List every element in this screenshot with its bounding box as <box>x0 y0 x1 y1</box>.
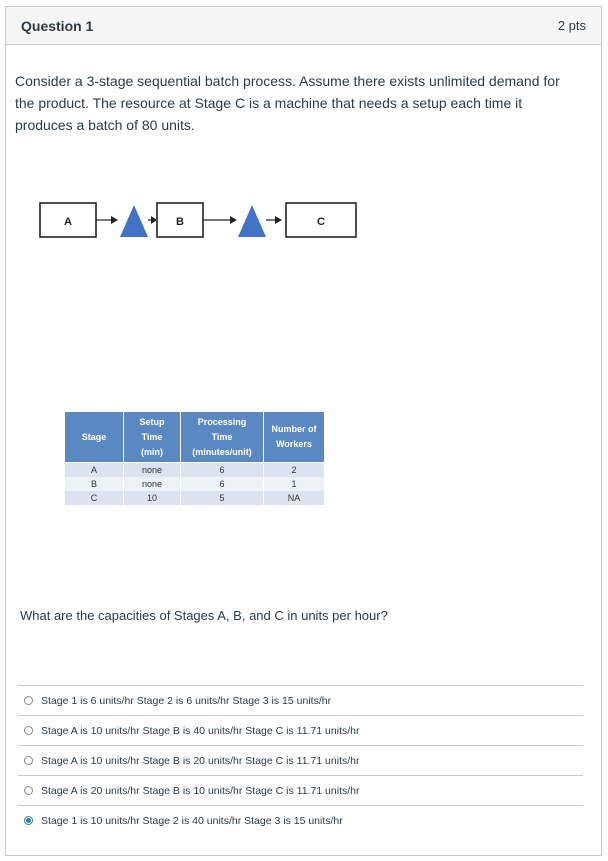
header-processing-time: Processing Time (minutes/unit) <box>181 412 264 463</box>
answer-option-4[interactable] <box>18 775 583 805</box>
answer-label: Stage A is 10 units/hr Stage B is 20 units/hr Stage C is 11.71 units/hr <box>41 754 360 767</box>
answer-label: Stage A is 10 units/hr Stage B is 40 units/hr Stage C is 11.71 units/hr <box>41 724 360 737</box>
table-row: B none 6 1 <box>65 477 325 491</box>
radio-button[interactable] <box>24 726 33 735</box>
header-number-of-workers: Number of Workers <box>264 412 325 463</box>
answer-label: Stage A is 20 units/hr Stage B is 10 units/hr Stage C is 11.71 units/hr <box>41 784 360 797</box>
radio-button[interactable] <box>24 786 33 795</box>
inventory-triangle-icon <box>238 205 266 237</box>
answer-label: Stage 1 is 6 units/hr Stage 2 is 6 units/hr Stage 3 is 15 units/hr <box>41 694 332 707</box>
question-header <box>6 7 601 45</box>
answer-label: Stage 1 is 10 units/hr Stage 2 is 40 units/hr Stage 3 is 15 units/hr <box>41 814 343 827</box>
arrow-head-icon <box>111 216 118 224</box>
arrow-head-icon <box>275 216 282 224</box>
stage-label-c: C <box>317 216 325 228</box>
table-row: C 10 5 NA <box>65 491 325 505</box>
answer-option-5[interactable] <box>18 805 583 835</box>
question-points: 2 pts <box>557 18 586 33</box>
stage-label-b: B <box>176 216 184 228</box>
question-prompt: Consider a 3-stage sequential batch process. Assume there exists unlimited demand for the product. The resource at Stage C is a machine that needs a setup each time it produces a batch of 80 units. <box>15 73 560 133</box>
stage-label-a: A <box>64 216 72 228</box>
answer-option-3[interactable] <box>18 745 583 775</box>
arrow-head-icon <box>151 216 157 224</box>
question-text: What are the capacities of Stages A, B, and C in units per hour? <box>20 608 388 623</box>
header-setup-time: Setup Time (min) <box>124 412 181 463</box>
radio-button[interactable] <box>24 756 33 765</box>
process-flow-diagram <box>35 195 365 245</box>
answer-list <box>18 685 583 835</box>
answer-option-2[interactable] <box>18 715 583 745</box>
question-title: Question 1 <box>21 17 94 34</box>
table-row: A none 6 2 <box>65 463 325 478</box>
header-stage: Stage <box>65 412 124 463</box>
inventory-triangle-icon <box>120 205 148 237</box>
stage-table <box>64 411 325 505</box>
radio-button[interactable] <box>24 696 33 705</box>
radio-button-selected[interactable] <box>24 816 33 825</box>
arrow-head-icon <box>230 216 237 224</box>
answer-option-1[interactable] <box>18 685 583 715</box>
